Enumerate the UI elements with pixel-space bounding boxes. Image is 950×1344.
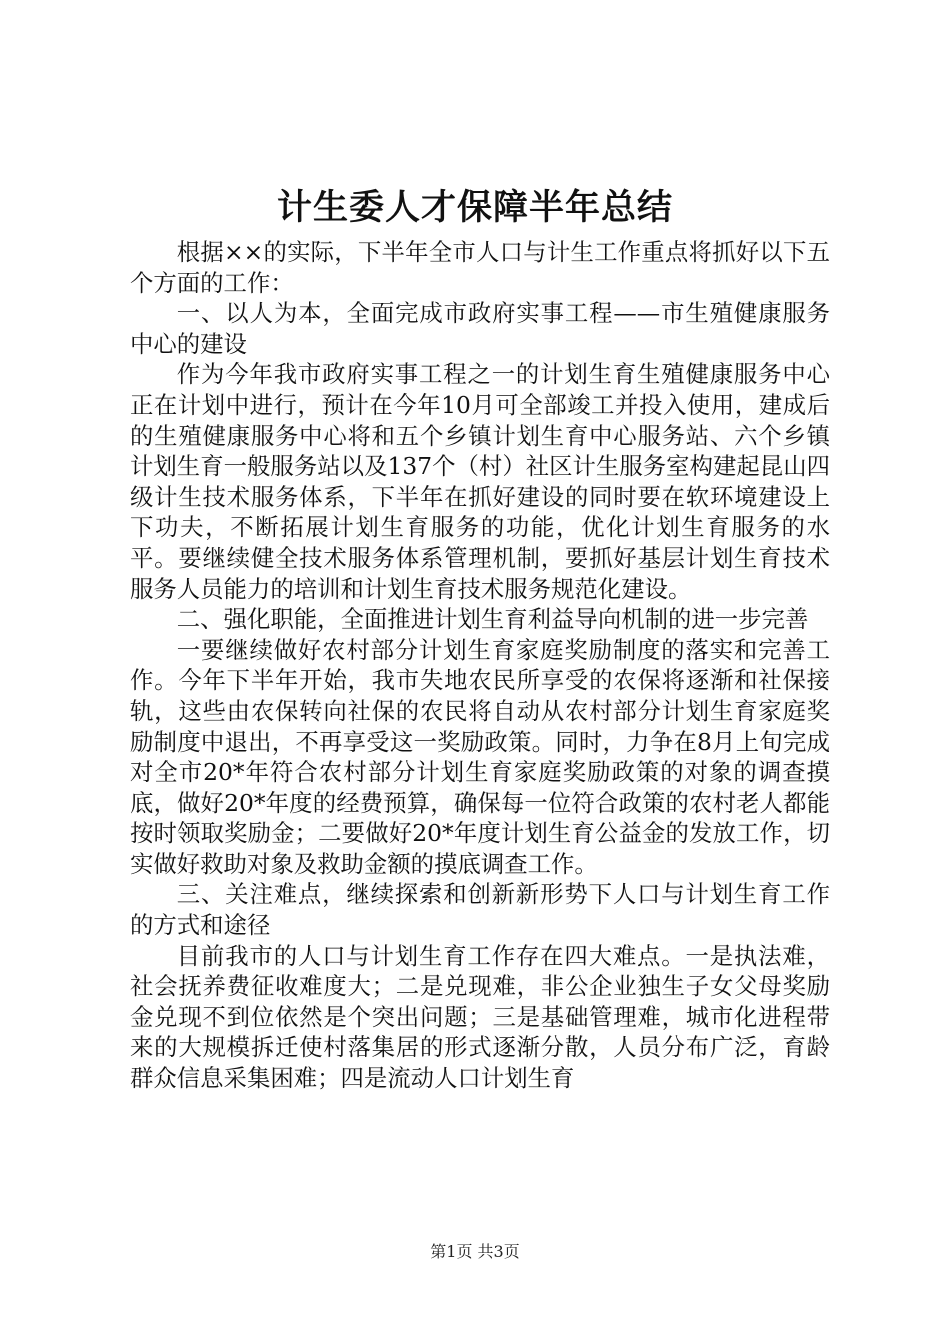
document-body bbox=[130, 237, 830, 1094]
document-title: 计生委人才保障半年总结 bbox=[276, 187, 673, 228]
section-heading-1: 一、以人为本，全面完成市政府实事工程——市生殖健康服务中心的建设 bbox=[130, 299, 830, 358]
page-number: 第1页 bbox=[430, 1242, 473, 1261]
paragraph-intro: 根据××的实际，下半年全市人口与计生工作重点将抓好以下五个方面的工作： bbox=[130, 238, 830, 297]
section-heading-2: 二、强化职能，全面推进计划生育利益导向机制的进一步完善 bbox=[176, 605, 809, 634]
paragraph-section-3: 目前我市的人口与计划生育工作存在四大难点。一是执法难，社会抚养费征收难度大；二是兑现难，非公企业独生子女父母奖励金兑现不到位依然是个突出问题；三是基础管理难，城市化进程带来的大规模拆迁使村落集居的形式逐渐分散，人员分布广泛，育龄群众信息采集困难；四是流动人口计划生育 bbox=[130, 941, 830, 1093]
paragraph-section-2: 一要继续做好农村部分计划生育家庭奖励制度的落实和完善工作。今年下半年开始，我市失地农民所享受的农保将逐渐和社保接轨，这些由农保转向社保的农民将自动从农村部分计划生育家庭奖励制度中退出，不再享受这一奖励政策。同时，力争在8月上旬完成对全市20*年符合农村部分计划生育家庭奖励政策的对象的调查摸底，做好20*年度的经费预算，确保每一位符合政策的农村老人都能按时领取奖励金；二要做好20*年度计划生育公益金的发放工作，切实做好救助对象及救助金额的摸底调查工作。 bbox=[130, 635, 830, 878]
section-heading-3: 三、关注难点，继续探索和创新新形势下人口与计划生育工作的方式和途径 bbox=[130, 880, 830, 940]
page-total: 共3页 bbox=[477, 1242, 520, 1261]
page-footer bbox=[0, 1241, 950, 1263]
paragraph-section-1: 作为今年我市政府实事工程之一的计划生育生殖健康服务中心正在计划中进行，预计在今年10月可全部竣工并投入使用，建成后的生殖健康服务中心将和五个乡镇计划生育中心服务站、六个乡镇计划生育一般服务站以及137个（村）社区计生服务室构建起昆山四级计生技术服务体系，下半年在抓好建设的同时要在软环境建设上下功夫，不断拓展计划生育服务的功能，优化计划生育服务的水平。要继续健全技术服务体系管理机制，要抓好基层计划生育技术服务人员能力的培训和计划生育技术服务规范化建设。 bbox=[130, 360, 830, 603]
